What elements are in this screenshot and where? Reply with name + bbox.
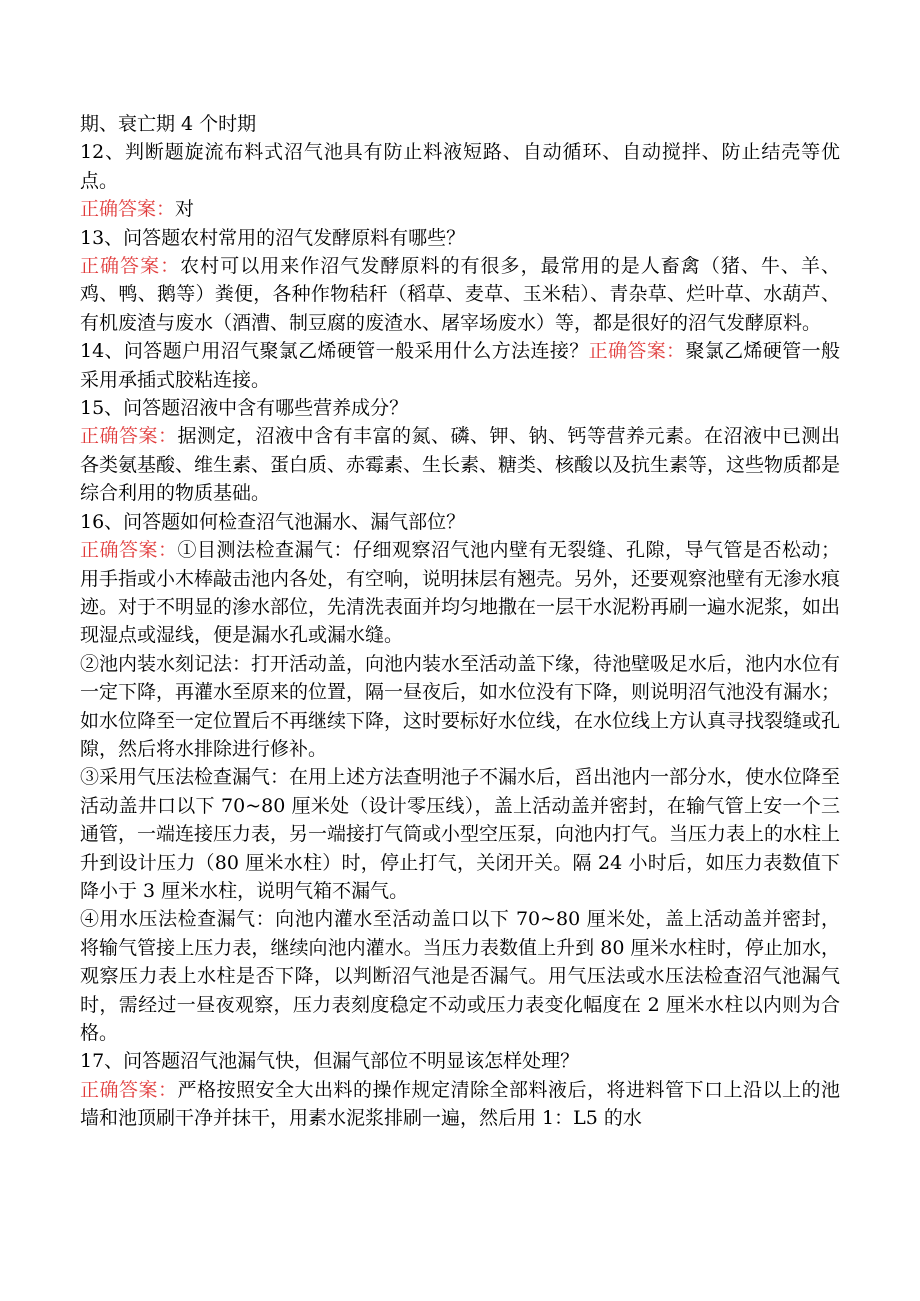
answer-16-part-2: ②池内装水刻记法：打开活动盖，向池内装水至活动盖下缘，待池壁吸足水后，池内水位有一定下降，再灌水至原来的位置，隔一昼夜后，如水位没有下降，则说明沼气池没有漏水；如水位降至一定位置后不再继续下降，这时要标好水位线，在水位线上方认真寻找裂缝或孔隙，然后将水排除进行修补。 (80, 652, 841, 760)
question-text: 14、问答题户用沼气聚氯乙烯硬管一般采用什么方法连接？ (80, 340, 589, 363)
answer-text: 聚氯乙烯硬管一般采用承插式胶粘连接。 (80, 340, 840, 391)
question-14 (80, 337, 840, 394)
answer-text: 据测定，沼液中含有丰富的氮、磷、钾、钠、钙等营养元素。在沼液中已测出各类氨基酸、维生素、蛋白质、赤霉素、生长素、糖类、核酸以及抗生素等，这些物质都是综合利用的物质基础。 (80, 425, 841, 505)
question-17: 17、问答题沼气池漏气快，但漏气部位不明显该怎样处理？ (80, 1050, 580, 1073)
answer-label: 正确答案： (80, 1078, 178, 1101)
question-12: 12、判断题旋流布料式沼气池具有防止料液短路、自动循环、自动搅拌、防止结壳等优点。 (80, 141, 840, 192)
answer-17 (80, 1076, 840, 1133)
answer-12 (80, 195, 840, 223)
answer-13 (80, 252, 840, 337)
answer-16-part-4: ④用水压法检查漏气：向池内灌水至活动盖口以下 70~80 厘米处，盖上活动盖并密封，将输气管接上压力表，继续向池内灌水。当压力表数值上升到 80 厘米水柱时，停止加水，观察压力表上水柱是否下降，以判断沼气池是否漏气。用气压法或水压法检查沼气池漏气时，需经过一昼夜观察，压力表刻度稳定不动或压力表变化幅度在 2 厘米水柱以内则为合格。 (80, 908, 840, 1044)
answer-label: 正确答案： (80, 539, 178, 562)
answer-16-part-1 (80, 536, 840, 650)
answer-text: 对 (175, 198, 195, 221)
question-15: 15、问答题沼液中含有哪些营养成分？ (80, 397, 409, 420)
answer-text: ①目测法检查漏气：仔细观察沼气池内壁有无裂缝、孔隙，导气管是否松动；用手指或小木棒敲击池内各处，有空响，说明抹层有翘壳。另外，还要观察池壁有无渗水痕迹。对于不明显的渗水部位，先清洗表面并均匀地撒在一层干水泥粉再刷一遍水泥浆，如出现湿点或湿线，便是漏水孔或漏水缝。 (80, 539, 841, 647)
answer-label: 正确答案： (80, 425, 178, 448)
answer-15 (80, 422, 840, 507)
document-page (80, 110, 840, 1133)
answer-label: 正确答案： (80, 255, 181, 278)
answer-16-part-3: ③采用气压法检查漏气：在用上述方法查明池子不漏水后，舀出池内一部分水，使水位降至活动盖井口以下 70~80 厘米处（设计零压线），盖上活动盖并密封，在输气管上安一个三通管，一端连接压力表，另一端接打气筒或小型空压泵，向池内打气。当压力表上的水柱上升到设计压力（80 厘米水柱）时，停止打气，关闭开关。隔 24 小时后，如压力表数值下降小于 3 厘米水柱，说明气箱不漏气。 (80, 766, 841, 902)
question-13: 13、问答题农村常用的沼气发酵原料有哪些？ (80, 226, 466, 249)
intro-line: 期、衰亡期 4 个时期 (80, 113, 257, 135)
answer-text: 农村可以用来作沼气发酵原料的有很多，最常用的是人畜禽（猪、牛、羊、鸡、鸭、鹅等）粪便，各种作物秸秆（稻草、麦草、玉米秸）、青杂草、烂叶草、水葫芦、有机废渣与废水（酒漕、制豆腐的废渣水、屠宰场废水）等，都是很好的沼气发酵原料。 (80, 255, 840, 334)
answer-label: 正确答案： (588, 340, 686, 363)
answer-text: 严格按照安全大出料的操作规定清除全部料液后，将进料管下口上沿以上的池墙和池顶刷干净并抹干，用素水泥浆排刷一遍，然后用 1：L5 的水 (80, 1078, 840, 1130)
answer-label: 正确答案： (80, 198, 176, 221)
question-16: 16、问答题如何检查沼气池漏水、漏气部位？ (80, 510, 466, 533)
